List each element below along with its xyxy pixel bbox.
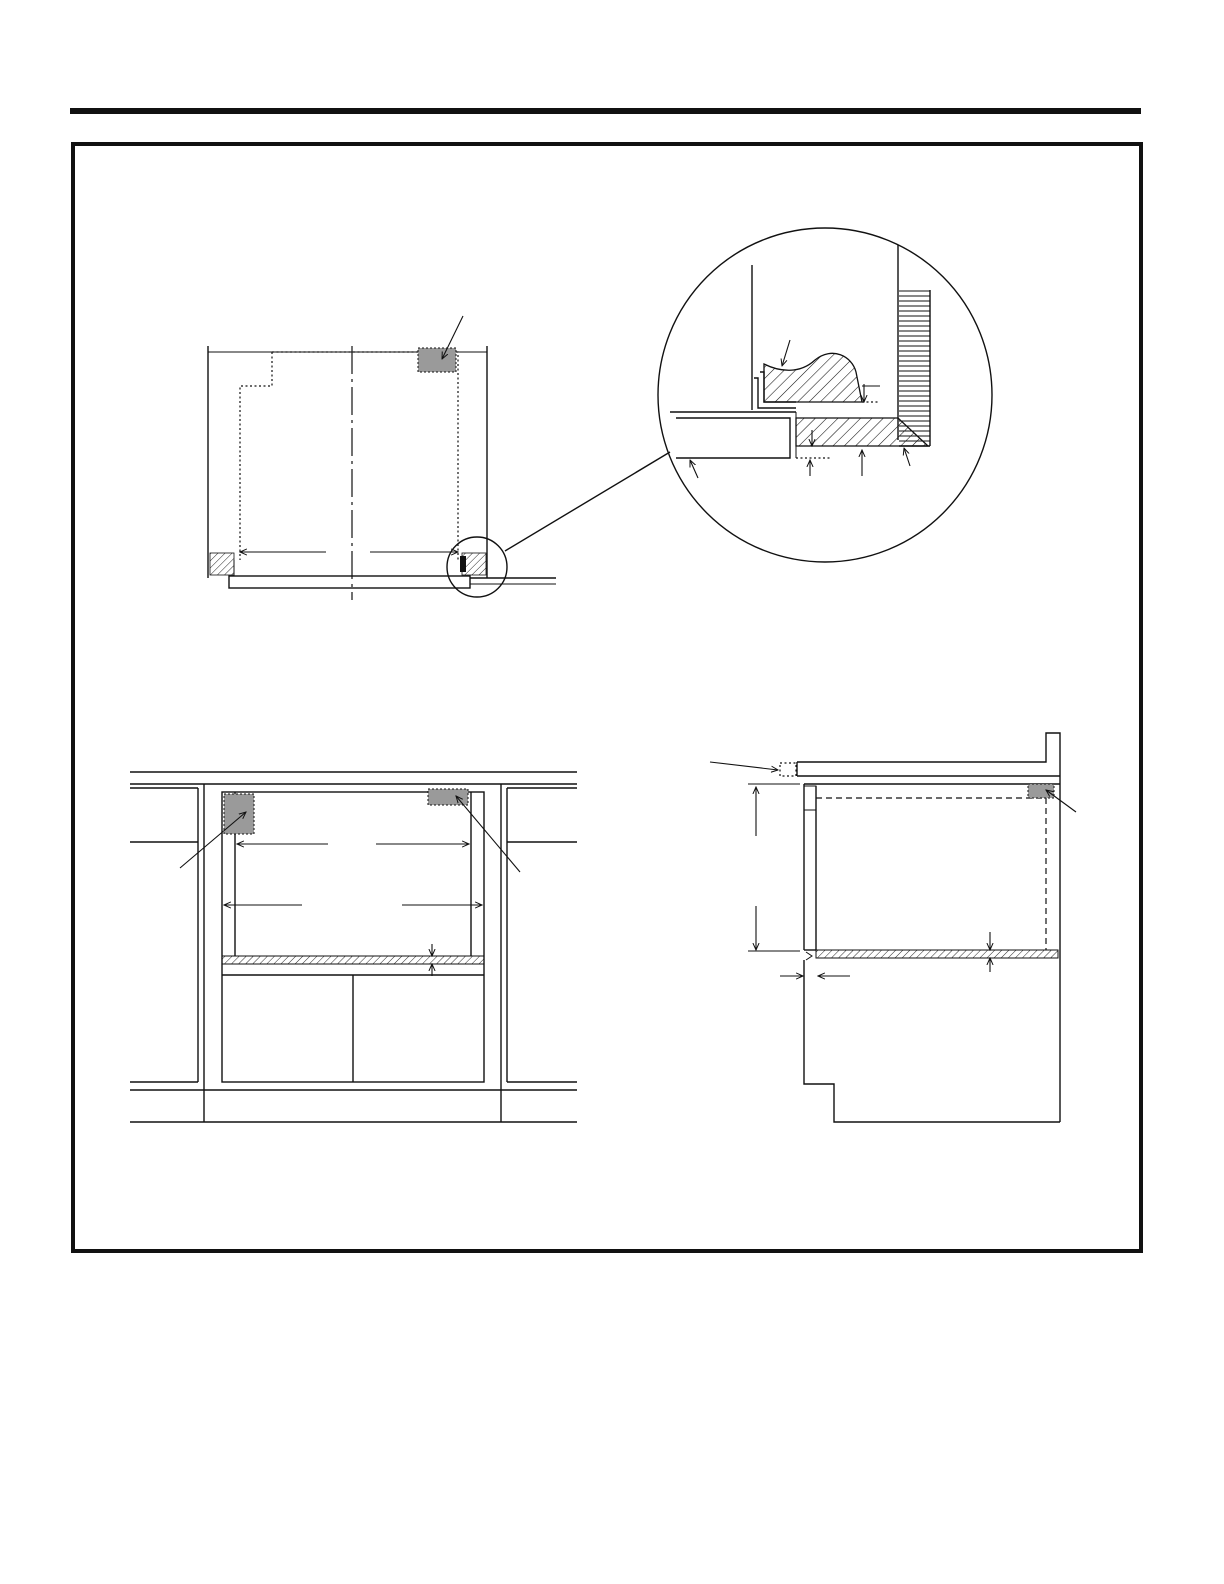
tab-zone [1028, 784, 1054, 798]
front-view-diagram [130, 772, 577, 1122]
side-view-diagram [710, 733, 1076, 1122]
tab-zone [418, 348, 456, 372]
top-view-diagram [208, 316, 670, 600]
tab-zone-left [224, 794, 254, 834]
detail-circle-diagram [658, 228, 992, 562]
